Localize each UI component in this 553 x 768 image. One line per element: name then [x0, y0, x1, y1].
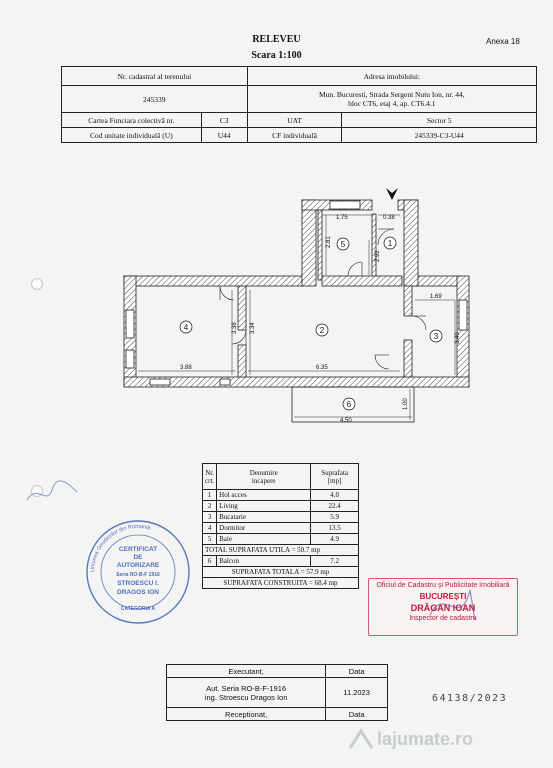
watermark: [348, 728, 473, 750]
room-number-4: 4: [183, 323, 189, 332]
address-label: Adresa imobilului:: [247, 67, 536, 86]
legend-head-name: Denumire incapere: [217, 464, 311, 490]
receptionat-label: Receptionat,: [167, 708, 326, 721]
ocpi-stamp-line-4: Inspector de cadastru: [409, 615, 477, 622]
page-title: RELEVEU: [252, 34, 301, 45]
room-number-2: 2: [319, 326, 325, 335]
signature-purple: [420, 575, 490, 635]
built-area: SUPRAFATA CONSTRUITA = 68.4 mp: [203, 578, 359, 589]
dim-388: 3.88: [180, 365, 192, 371]
cf-collective-label: Cartea Funciara colectivă nr.: [62, 113, 202, 128]
authorization-info: [167, 678, 326, 708]
room-number-3: 3: [433, 332, 439, 341]
cf-individual-value: 245339-C3-U44: [342, 128, 537, 143]
stamp-line-3: AUTORIZARE: [116, 562, 160, 569]
stamp-line-2: DE: [133, 554, 143, 561]
registration-number: 64138/2023: [432, 693, 508, 704]
dim-292: 2.92: [375, 250, 381, 262]
stamp-line-7: CATEGORIA A: [120, 606, 156, 612]
dim-100: 1.00: [403, 398, 409, 410]
watermark-logo-icon: [348, 728, 374, 750]
legend-row: 2 Living 22.4: [203, 501, 359, 512]
address-line-1: Mun. Bucuresti, Strada Sergent Nutu Ion, nr. 44,: [318, 90, 465, 99]
total-useful-area: TOTAL SUPRAFATA UTILA = 50.7 mp: [203, 545, 359, 556]
page-scale: Scara 1:100: [251, 50, 302, 61]
unit-code-value: U44: [201, 128, 247, 143]
address-line-2: bloc CT6, etaj 4, ap. CT6.4.1: [348, 99, 436, 108]
room-number-5: 5: [340, 240, 346, 249]
dim-169: 1.69: [430, 294, 442, 300]
dim-175: 1.75: [336, 215, 348, 221]
room-marker-5: [337, 238, 349, 250]
room-marker-2: [316, 324, 328, 336]
stamp-ring-text: Uniunea Geodezilor din Romania: [89, 523, 151, 573]
room-marker-1: [384, 237, 396, 249]
door-swings: [220, 229, 426, 369]
dim-338: 3.38: [232, 322, 238, 334]
legend-row: 1 Hol acces 4.0: [203, 490, 359, 501]
cadastral-value: 245339: [62, 86, 248, 113]
room-number-6: 6: [346, 400, 352, 409]
uat-label: UAT: [247, 113, 342, 128]
ocpi-stamp-line-2: BUCUREȘTI: [419, 592, 467, 601]
room-number-1: 1: [387, 239, 393, 248]
signature-blue: [22, 478, 82, 508]
legend-row: 4 Dormitor 13.5: [203, 523, 359, 534]
uat-value: Sector 5: [342, 113, 537, 128]
dim-635: 6.35: [316, 365, 328, 371]
room-marker-6: [343, 398, 355, 410]
legend-head-nr: Nr. crt.: [203, 464, 217, 490]
execution-date: 11.2023: [326, 678, 388, 708]
unit-code-label: Cod unitate individuală (U): [62, 128, 202, 143]
date-label-2: Data: [326, 708, 388, 721]
authorization-line-1: Aut. Seria RO-B-F-1916: [206, 683, 287, 693]
cf-collective-value: C3: [201, 113, 247, 128]
stamp-line-1: CERTIFICAT: [118, 546, 158, 553]
authorization-line-2: ing. Stroescu Dragos Ion: [204, 692, 288, 702]
authorization-stamp: [84, 518, 192, 626]
stamp-line-4: Seria RO-B-F 1916: [116, 572, 160, 578]
stamp-line-6: DRAGOS ION: [117, 589, 159, 596]
legend-row: 3 Bucatarie 5.9: [203, 512, 359, 523]
dim-038: 0.38: [383, 215, 395, 221]
stamp-line-5: STROESCU I.: [117, 580, 159, 587]
cadastral-label: Nr. cadastral al terenului: [62, 67, 248, 86]
total-area: SUPRAFATA TOTALA = 57.9 mp: [203, 567, 359, 578]
legend-row-balcony: 6 Balcon 7.2: [203, 556, 359, 567]
dim-281: 2.81: [326, 236, 332, 248]
watermark-text: lajumate.ro: [377, 728, 474, 749]
dim-334: 3.34: [250, 322, 256, 334]
date-label-1: Data: [326, 665, 388, 678]
dim-450: 4.50: [340, 418, 352, 424]
annex-label: Anexa 18: [486, 37, 520, 46]
room-marker-3: [430, 330, 442, 342]
executant-label: Executant,: [167, 665, 326, 678]
room-legend-table: [202, 463, 359, 589]
dim-340: 3.40: [455, 332, 461, 344]
legend-head-area: Suprafata [mp]: [311, 464, 359, 490]
entrance-arrow-icon: [386, 188, 398, 200]
room-marker-4: [180, 321, 192, 333]
legend-row: 5 Baie 4.9: [203, 534, 359, 545]
cf-individual-label: CF individuală: [247, 128, 342, 143]
executant-table: [166, 664, 388, 721]
ocpi-stamp-line-1: Oficiul de Cadastru și Publicitate Imobiliară: [376, 582, 510, 589]
walls: [124, 200, 469, 387]
ocpi-stamp-line-3: DRĂGAN IOAN: [410, 603, 476, 613]
